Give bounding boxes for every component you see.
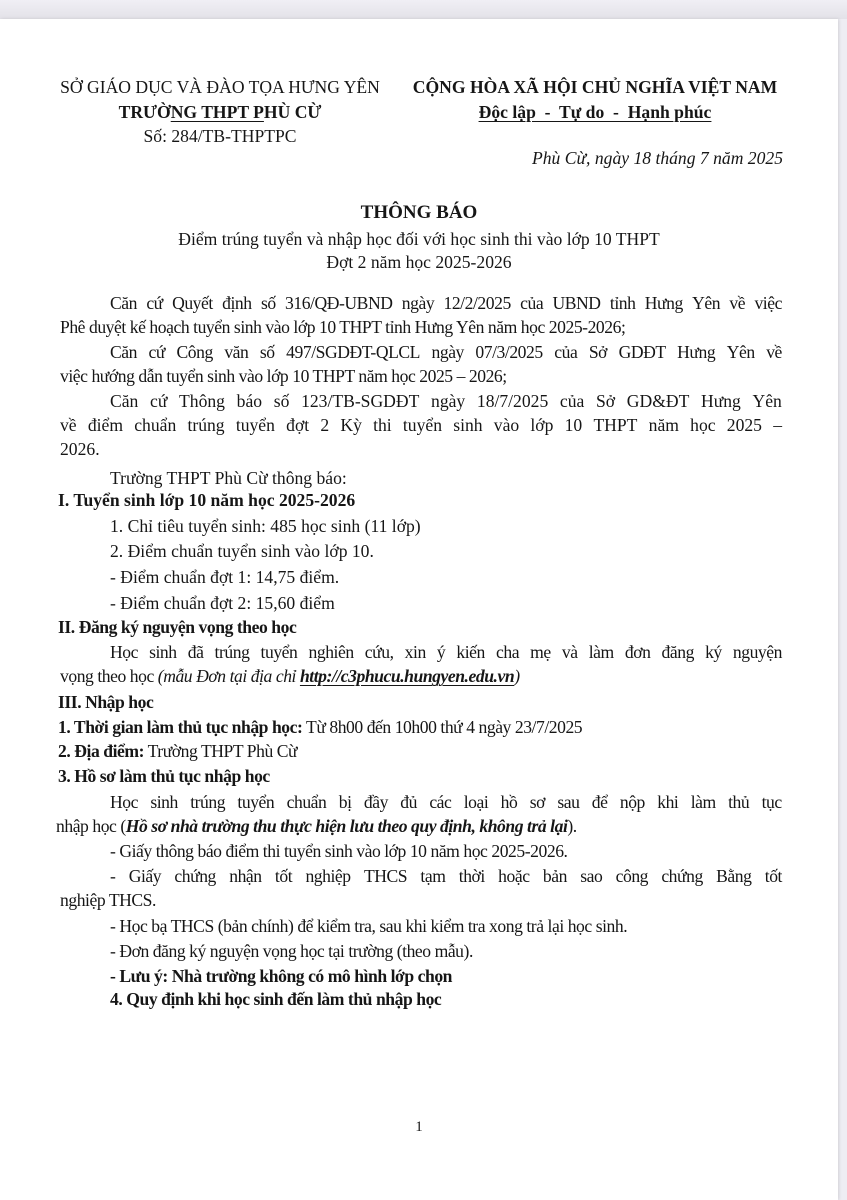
word: Hưng xyxy=(701,391,741,411)
word: sao xyxy=(580,866,603,886)
cutoff-round-1: - Điểm chuẩn đợt 1: 14,75 điểm. xyxy=(110,567,340,587)
section-2-heading: II. Đăng ký nguyện vọng theo học xyxy=(58,617,297,637)
word: Căn xyxy=(110,342,137,362)
word: 18/7/2025 xyxy=(476,391,549,411)
word: nộp xyxy=(619,792,645,812)
word: sinh xyxy=(149,642,177,662)
word: làm xyxy=(588,642,614,662)
word: nguyện xyxy=(732,642,782,662)
word: hồ xyxy=(500,792,518,812)
section-1-heading: I. Tuyển sinh lớp 10 năm học 2025-2026 xyxy=(58,490,356,510)
documents-retention-note: Hồ sơ nhà trường thu thực hiện lưu theo quy định, không trả lại xyxy=(125,816,568,836)
registration-text xyxy=(110,642,782,663)
admission-time-label: 1. Thời gian làm thủ tục nhập học: xyxy=(58,717,303,737)
word: về xyxy=(60,415,77,435)
word: 316/QĐ-UBND xyxy=(285,293,393,313)
word: chứng xyxy=(661,866,703,886)
word: Học xyxy=(110,642,138,662)
word: Thông xyxy=(179,391,225,411)
school-name xyxy=(50,102,390,123)
word: Hưng xyxy=(677,342,716,362)
word: chứng xyxy=(174,866,216,886)
word: Yên xyxy=(752,391,782,411)
note-no-selective-class: - Lưu ý: Nhà trường không có mô hình lớp chọn xyxy=(110,966,453,986)
word: nhận xyxy=(229,866,262,886)
word: Giấy xyxy=(128,866,162,886)
word: GD&ĐT xyxy=(626,391,690,411)
word: của xyxy=(520,293,544,313)
announcement-intro: Trường THPT Phù Cừ thông báo: xyxy=(110,468,347,488)
word: làm xyxy=(690,792,716,812)
word: số xyxy=(273,391,290,411)
word: của xyxy=(559,391,585,411)
national-motto xyxy=(400,102,790,123)
form-location-note-close: ) xyxy=(514,666,520,686)
word: sau xyxy=(557,792,580,812)
word: chuẩn xyxy=(286,792,327,812)
word: cứu, xyxy=(364,642,394,662)
word: Yên xyxy=(726,342,755,362)
reference-decision-cont: Phê duyệt kế hoạch tuyển sinh vào lớp 10 THPT tỉnh Hưng Yên năm học 2025-2026; xyxy=(60,317,626,337)
document-item: - Giấy thông báo điểm thi tuyển sinh vào lớp 10 năm học 2025-2026. xyxy=(110,841,568,861)
word: tạm xyxy=(420,866,446,886)
school-name-part: TRƯỜ xyxy=(118,102,171,122)
admission-time-value: Từ 8h00 đến 10h00 thứ 4 ngày 23/7/2025 xyxy=(302,717,583,737)
word: Yên xyxy=(692,293,721,313)
word: học xyxy=(690,415,716,435)
word: 2 xyxy=(320,415,330,435)
department-name: SỞ GIÁO DỤC VÀ ĐÀO TỌA HƯNG YÊN xyxy=(60,77,380,97)
word: thi xyxy=(373,415,392,435)
word: đầy xyxy=(363,792,388,812)
word: – xyxy=(773,415,782,435)
word: tục xyxy=(761,792,782,812)
documents-heading: 3. Hồ sơ làm thủ tục nhập học xyxy=(58,766,270,786)
word: cứ xyxy=(150,391,168,411)
word: GDĐT xyxy=(618,342,666,362)
reference-notice-end: 2026. xyxy=(60,439,100,459)
word: thời xyxy=(458,866,485,886)
word: sinh xyxy=(150,792,178,812)
word: về xyxy=(766,342,782,362)
reference-official-letter-cont: việc hướng dẫn tuyển sinh vào lớp 10 THPT năm học 2025 – 2026; xyxy=(60,366,507,386)
word: mẹ xyxy=(530,642,551,662)
word: tuyển xyxy=(235,415,275,435)
word: 123/TB-SGDĐT xyxy=(301,391,420,411)
word: tốt xyxy=(764,866,782,886)
documents-intro-part: nhập học ( xyxy=(56,816,126,836)
word: 12/2/2025 xyxy=(443,293,511,313)
word: điểm xyxy=(87,415,124,435)
word: tỉnh xyxy=(609,293,636,313)
word: Hưng xyxy=(644,293,683,313)
document-item xyxy=(110,866,782,887)
school-name-underlined: NG THPT P xyxy=(170,102,264,122)
word: tuyển xyxy=(402,415,442,435)
word: khi xyxy=(657,792,679,812)
word: - xyxy=(110,866,116,886)
word: nghiệp xyxy=(305,866,351,886)
word: tốt xyxy=(274,866,293,886)
word: 07/3/2025 xyxy=(475,342,543,362)
word: sơ xyxy=(529,792,545,812)
word: Quyết xyxy=(172,293,213,313)
word: Học xyxy=(110,792,138,812)
word: cứ xyxy=(148,342,165,362)
word: Sở xyxy=(596,391,616,411)
cutoff-round-2: - Điểm chuẩn đợt 2: 15,60 điểm xyxy=(110,593,335,613)
word: ngày xyxy=(431,342,464,362)
word: Bằng xyxy=(716,866,752,886)
word: đã xyxy=(187,642,204,662)
nation-title: CỘNG HÒA XÃ HỘI CHỦ NGHĨA VIỆT NAM xyxy=(412,77,778,97)
registration-text-part: vọng theo học xyxy=(60,666,158,686)
school-website-link[interactable]: http://c3phucu.hungyen.edu.vn xyxy=(299,666,515,686)
document-item: - Đơn đăng ký nguyện vọng học tại trường (theo mẫu). xyxy=(110,941,473,961)
word: của xyxy=(554,342,578,362)
word: xin xyxy=(404,642,426,662)
word: Sở xyxy=(588,342,608,362)
word: công xyxy=(615,866,649,886)
documents-intro xyxy=(110,792,782,813)
word: kiến xyxy=(456,642,485,662)
word: và xyxy=(561,642,578,662)
word: ký xyxy=(705,642,722,662)
word: định xyxy=(222,293,252,313)
word: về xyxy=(729,293,746,313)
word: lớp xyxy=(530,415,554,435)
place-date: Phù Cừ, ngày 18 tháng 7 năm 2025 xyxy=(531,148,783,168)
word: các xyxy=(429,792,452,812)
admission-place-label: 2. Địa điểm: xyxy=(58,741,144,761)
word: bản xyxy=(542,866,567,886)
national-motto-text: Độc lập - Tự do - Hạnh phúc xyxy=(478,102,712,122)
word: ngày xyxy=(401,293,435,313)
arrival-rules-heading: 4. Quy định khi học sinh đến làm thủ nhập học xyxy=(110,989,442,1009)
word: để xyxy=(591,792,608,812)
word: sinh xyxy=(453,415,483,435)
admission-time xyxy=(58,717,780,738)
document-item-cont: nghiệp THCS. xyxy=(60,890,156,910)
admission-place xyxy=(58,741,780,762)
documents-intro-part: ). xyxy=(567,816,577,836)
word: Kỳ xyxy=(340,415,362,435)
word: 497/SGDĐT-QLCL xyxy=(286,342,420,362)
document-title: THÔNG BÁO xyxy=(360,202,478,223)
word: chuẩn xyxy=(134,415,177,435)
word: đủ xyxy=(400,792,417,812)
word: đợt xyxy=(286,415,310,435)
documents-intro-cont xyxy=(56,816,778,837)
word: năm xyxy=(648,415,679,435)
word: ngày xyxy=(431,391,466,411)
reference-notice xyxy=(110,391,782,412)
word: Công xyxy=(176,342,213,362)
document-number: Số: 284/TB-THPTPC xyxy=(143,126,297,146)
admission-place-value: Trường THPT Phù Cừ xyxy=(143,741,298,761)
word: số xyxy=(259,342,275,362)
word: văn xyxy=(224,342,249,362)
registration-text-cont xyxy=(60,666,782,687)
word: bị xyxy=(338,792,352,812)
form-location-note: (mẫu Đơn tại địa chỉ xyxy=(157,666,300,686)
section-3-heading: III. Nhập học xyxy=(58,692,154,712)
word: thủ xyxy=(728,792,750,812)
viewer-top-bar xyxy=(0,0,847,19)
word: tuyển xyxy=(237,792,275,812)
word: hoặc xyxy=(498,866,530,886)
page-number: 1 xyxy=(415,1119,423,1135)
word: cha xyxy=(495,642,520,662)
document-page xyxy=(0,19,838,1200)
reference-notice-cont xyxy=(60,415,782,436)
document-item: - Học bạ THCS (bản chính) để kiểm tra, sau khi kiểm tra xong trả lại học sinh. xyxy=(110,916,628,936)
word: loại xyxy=(463,792,489,812)
document-subtitle-round: Đợt 2 năm học 2025-2026 xyxy=(326,252,512,272)
cutoff-heading: 2. Điểm chuẩn tuyển sinh vào lớp 10. xyxy=(110,541,374,561)
word: trúng xyxy=(190,792,226,812)
word: UBND xyxy=(552,293,601,313)
word: tuyển xyxy=(260,642,298,662)
word: ý xyxy=(436,642,446,662)
word: vào xyxy=(493,415,520,435)
word: đăng xyxy=(661,642,694,662)
reference-decision xyxy=(110,293,782,314)
word: THPT xyxy=(593,415,638,435)
word: nghiên xyxy=(308,642,354,662)
word: đơn xyxy=(624,642,651,662)
word: trúng xyxy=(214,642,250,662)
reference-official-letter xyxy=(110,342,782,363)
word: THCS xyxy=(363,866,408,886)
word: cứ xyxy=(146,293,163,313)
word: 2025 xyxy=(726,415,762,435)
word: báo xyxy=(236,391,263,411)
word: Căn xyxy=(110,391,139,411)
word: Căn xyxy=(110,293,137,313)
word: số xyxy=(260,293,276,313)
enrollment-quota: 1. Chỉ tiêu tuyển sinh: 485 học sinh (11 lớp) xyxy=(110,516,421,536)
word: việc xyxy=(754,293,782,313)
word: 10 xyxy=(564,415,583,435)
document-subtitle: Điểm trúng tuyển và nhập học đối với học sinh thi vào lớp 10 THPT xyxy=(178,229,660,249)
word: trúng xyxy=(187,415,225,435)
school-name-part: HÙ CỪ xyxy=(263,102,322,122)
